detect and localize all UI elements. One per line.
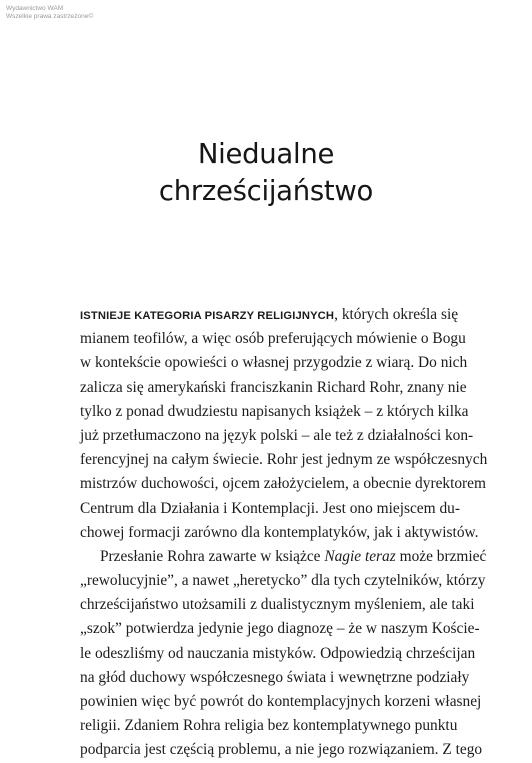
text-line: mianem teofilów, a więc osób preferujących mówienie o Bogu [80, 330, 466, 348]
text-line: mistrzów duchowości, ojcem założycielem, a obecnie dyrektorem [80, 475, 486, 493]
text-line: już przetłumaczono na język polski – ale też z działalności kon- [80, 426, 474, 444]
chapter-title [0, 136, 532, 210]
book-title-italic: Nagie teraz [324, 547, 396, 565]
chapter-title-line-2: chrześcijaństwo [158, 175, 374, 207]
publisher-watermark [6, 5, 93, 21]
text-line: ferencyjnej na całym świecie. Rohr jest jednym ze współczesnych [80, 451, 488, 469]
text-fragment: Przesłanie Rohra zawarte w książce [100, 547, 325, 565]
text-line: tylko z ponad dwudziestu napisanych książek – z których kilka [80, 402, 469, 420]
text-line: powinien więc być powrót do kontemplacyjnych korzeni własnej [80, 693, 482, 710]
rights-notice: Wszelkie prawa zastrzeżone© [6, 13, 94, 20]
text-fragment: , których określa się [334, 306, 459, 323]
text-line: na głód duchowy współczesnego świata i wewnętrzne podziały [80, 668, 470, 686]
text-line: w kontekście opowieści o własnej przygodzie z wiarą. Do nich [80, 354, 468, 372]
text-line: Centrum dla Działania i Kontemplacji. Jest ono miejscem du- [80, 499, 460, 517]
text-line: le odeszliśmy od nauczania mistyków. Odpowiedzią chrześcijan [80, 644, 476, 662]
text-line: chowej formacji zarówno dla kontemplatyków, jak i aktywistów. [80, 523, 479, 541]
text-line: „szok” potwierdza jedynie jego diagnozę – że w naszym Koście- [80, 620, 480, 638]
lead-in-small-caps: ISTNIEJE KATEGORIA PISARZY RELIGIJNYCH [80, 310, 335, 322]
publisher-name: Wydawnictwo WAM [6, 5, 64, 12]
text-fragment: może brzmieć [395, 547, 487, 565]
chapter-body [80, 303, 488, 763]
text-line: „rewolucyjnie”, a nawet „heretycko” dla tych czytelników, którzy [80, 572, 486, 590]
text-line: religii. Zdaniem Rohra religia bez kontemplatywnego punktu [80, 717, 458, 735]
text-line: podparcia jest częścią problemu, a nie jego rozwiązaniem. Z tego [80, 741, 483, 759]
text-line: zalicza się amerykański franciszkanin Richard Rohr, znany nie [80, 378, 467, 396]
text-line [80, 303, 457, 327]
chapter-title-line-1: Niedualne [197, 138, 335, 170]
paragraph-first-line [80, 545, 487, 569]
text-line: chrześcijaństwo utożsamili z dualistycznym myśleniem, ale taki [80, 596, 475, 614]
